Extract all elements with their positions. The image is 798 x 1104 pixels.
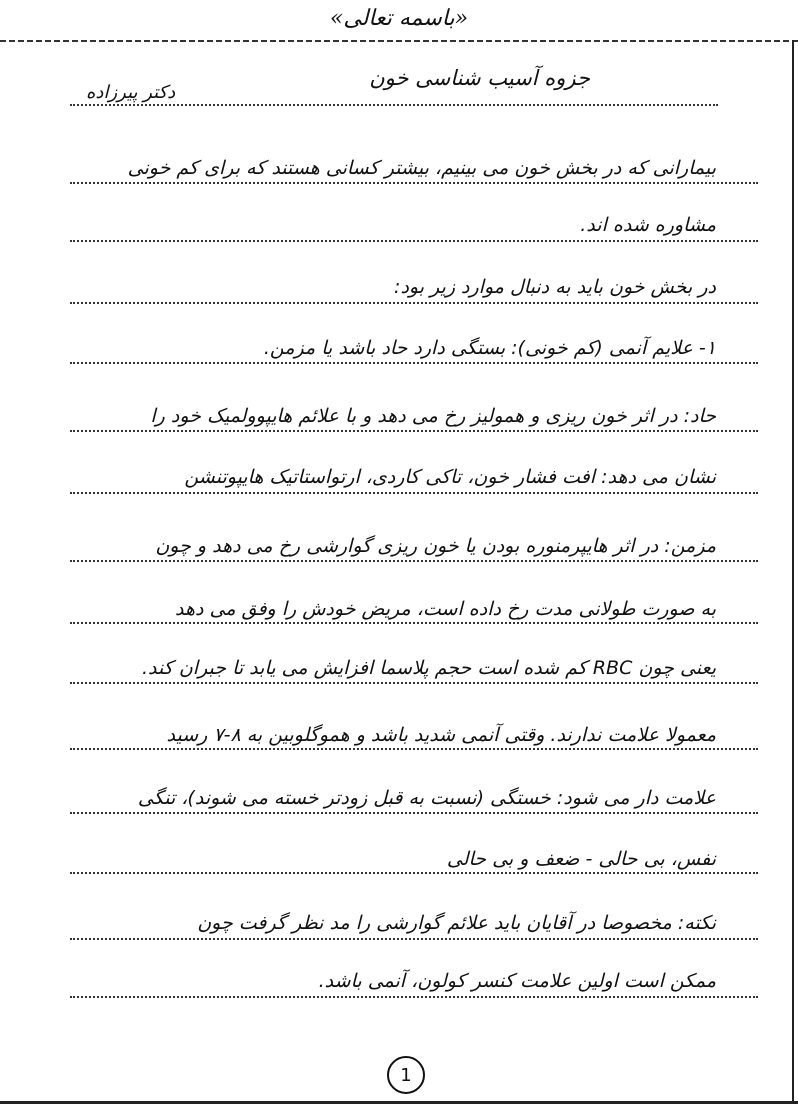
text-line: علامت دار می شود: خستگی (نسبت به قبل زودتر خسته می شوند)، تنگی [137,787,716,809]
text-line: به صورت طولانی مدت رخ داده است، مریض خودش را وفق می دهد [175,598,716,620]
ruled-line [70,748,758,750]
author-name: دکتر پیرزاده [86,82,176,103]
text-line: ممکن است اولین علامت کنسر کولون، آنمی باشد. [318,970,716,992]
text-line: مشاوره شده اند. [580,214,716,236]
text-line: نشان می دهد: افت فشار خون، تاکی کاردی، ارتواستاتیک هایپوتنشن [184,466,716,488]
ruled-line [70,182,758,184]
text-line: حاد: در اثر خون ریزی و همولیز رخ می دهد و با علائم هایپوولمیک خود را [150,405,716,427]
text-line: نفس، بی حالی - ضعف و بی حالی [446,848,716,870]
ruled-line [70,104,718,106]
ruled-line [70,812,758,814]
page-title: جزوه آسیب شناسی خون [369,66,590,90]
text-line: یعنی چون RBC کم شده است حجم پلاسما افزایش می یابد تا جبران کند. [142,657,716,679]
text-line: نکته: مخصوصا در آقایان باید علائم گوارشی را مد نظر گرفت چون [197,912,716,934]
ruled-line [70,362,758,364]
page-right-edge [792,40,794,1104]
text-line: ۱- علایم آنمی (کم خونی): بستگی دارد حاد باشد یا مزمن. [263,337,716,359]
text-line: در بخش خون باید به دنبال موارد زیر بود: [394,276,716,298]
ruled-line [70,996,758,998]
ruled-line [70,938,758,940]
header-basmala: «باسمه تعالی» [329,6,469,31]
ruled-line [70,682,758,684]
page-top-edge [0,40,798,42]
text-line: معمولا علامت ندارند. وقتی آنمی شدید باشد و هموگلوبین به ۸-۷ رسید [166,724,716,746]
page-number: 1 [400,1064,412,1086]
text-line: بیمارانی که در بخش خون می بینیم، بیشتر کسانی هستند که برای کم خونی [127,157,716,179]
ruled-line [70,430,758,432]
ruled-line [70,622,758,624]
ruled-line [70,560,758,562]
ruled-line [70,240,758,242]
ruled-line [70,872,758,874]
text-line: مزمن: در اثر هایپرمنوره بودن یا خون ریزی گوارشی رخ می دهد و چون [155,535,716,557]
ruled-line [70,492,758,494]
page-number-circle [387,1056,425,1094]
ruled-line [70,302,758,304]
